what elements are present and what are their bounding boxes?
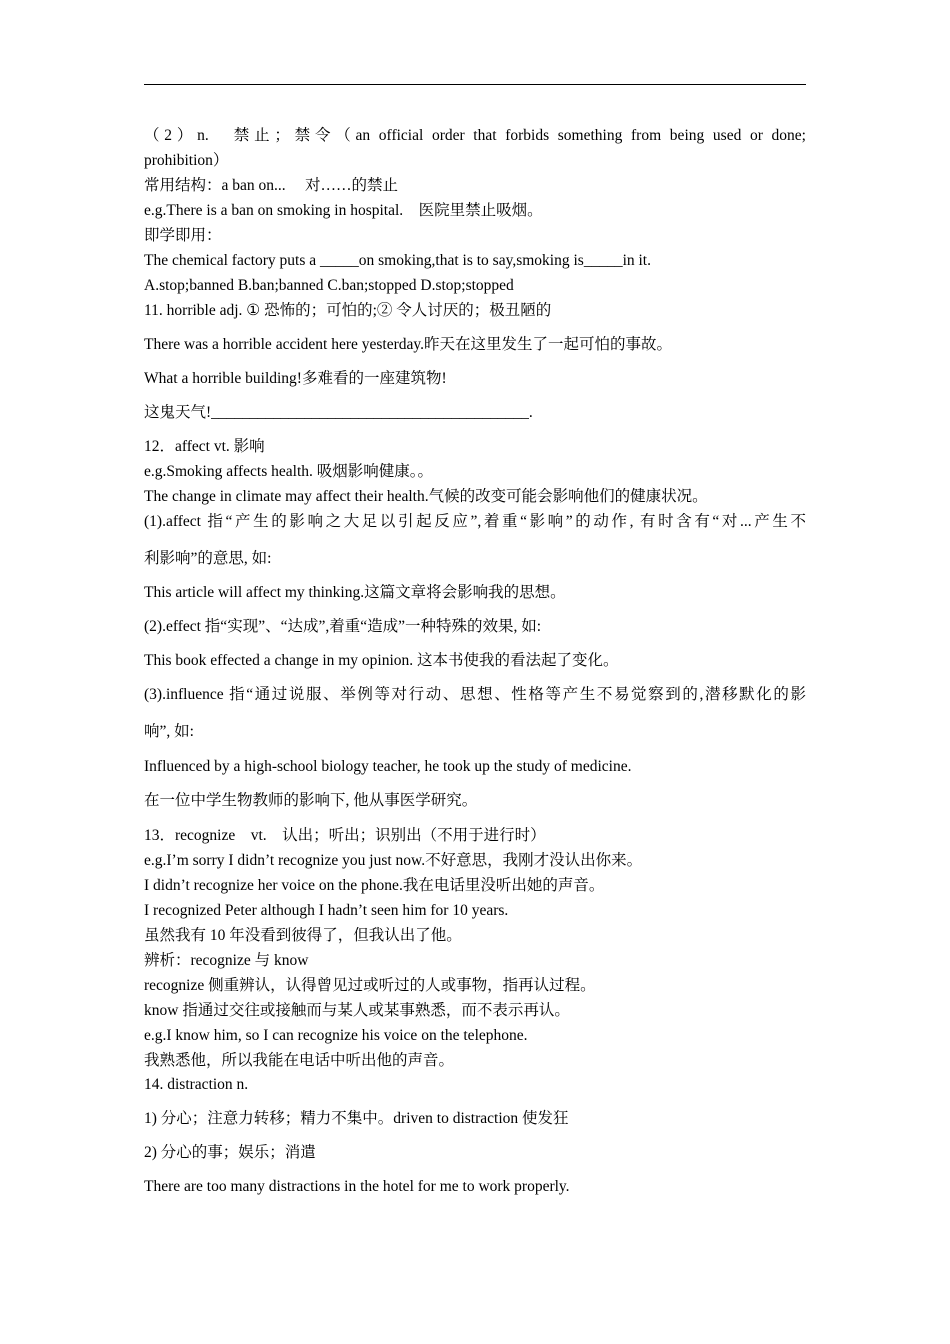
influence-example-translation: 在一位中学生物教师的影响下, 他从事医学研究。 — [144, 792, 478, 809]
ban-noun-definition-cont: prohibition） — [144, 152, 229, 169]
distraction-sense-2: 2) 分心的事；娱乐；消遣 — [144, 1144, 316, 1161]
influence-example: Influenced by a high-school biology teacher, he took up the study of medicine. — [144, 758, 632, 775]
recognize-know-example-translation: 我熟悉他，所以我能在电话中听出他的声音。 — [144, 1052, 455, 1069]
recognize-heading: 13．recognize vt. 认出；听出；识别出（不用于进行时） — [144, 827, 546, 844]
recognize-example-1: e.g.I’m sorry I didn’t recognize you just now.不好意思，我刚才没认出你来。 — [144, 852, 643, 869]
recognize-know-analysis: 辨析：recognize 与 know — [144, 952, 309, 969]
recognize-example-3: I recognized Peter although I hadn’t seen him for 10 years. — [144, 902, 509, 919]
ban-common-structure: 常用结构：a ban on... 对……的禁止 — [144, 177, 399, 194]
effect-note: (2).effect 指“实现”、“达成”,着重“造成”一种特殊的效果, 如: — [144, 618, 542, 635]
horrible-example-1: There was a horrible accident here yesterday.昨天在这里发生了一起可怕的事故。 — [144, 336, 673, 353]
affect-example-1: e.g.Smoking affects health. 吸烟影响健康。。 — [144, 463, 434, 480]
ban-noun-definition: （2）n. 禁止；禁令（an official order that forbids something from being used or done; — [144, 127, 806, 144]
influence-note-cont: 响”, 如: — [144, 723, 194, 740]
practice-options: A.stop;banned B.ban;banned C.ban;stopped D.stop;stopped — [144, 277, 514, 294]
recognize-example-3-translation: 虽然我有 10 年没看到彼得了，但我认出了他。 — [144, 927, 462, 944]
know-explanation: know 指通过交往或接触而与某人或某事熟悉，而不表示再认。 — [144, 1002, 570, 1019]
affect-heading: 12．affect vt. 影响 — [144, 438, 265, 455]
practice-question: The chemical factory puts a _____on smoking,that is to say,smoking is_____in it. — [144, 252, 651, 269]
header-rule — [144, 84, 806, 85]
horrible-example-2: What a horrible building!多难看的一座建筑物! — [144, 370, 447, 387]
practice-heading: 即学即用： — [144, 227, 222, 244]
recognize-explanation: recognize 侧重辨认，认得曾见过或听过的人或事物，指再认过程。 — [144, 977, 596, 994]
affect-note-1-cont: 利影响”的意思, 如: — [144, 550, 272, 567]
effect-example: This book effected a change in my opinion. 这本书使我的看法起了变化。 — [144, 652, 619, 669]
horrible-heading: 11. horrible adj. ① 恐怖的；可怕的;② 令人讨厌的；极丑陋的 — [144, 302, 552, 319]
ban-example: e.g.There is a ban on smoking in hospital. 医院里禁止吸烟。 — [144, 202, 543, 219]
distraction-heading: 14. distraction n. — [144, 1076, 249, 1093]
horrible-exercise: 这鬼天气!_________________________________________. — [144, 404, 533, 421]
affect-note-1: (1).affect 指“产生的影响之大足以引起反应”,着重“影响”的动作, 有时含有“对...产生不 — [144, 513, 806, 530]
recognize-know-example: e.g.I know him, so I can recognize his voice on the telephone. — [144, 1027, 528, 1044]
recognize-example-2: I didn’t recognize her voice on the phone.我在电话里没听出她的声音。 — [144, 877, 605, 894]
influence-note: (3).influence 指“通过说服、举例等对行动、思想、性格等产生不易觉察到的,潜移默化的影 — [144, 686, 806, 703]
distraction-sense-1: 1) 分心；注意力转移；精力不集中。driven to distraction 使发狂 — [144, 1110, 569, 1127]
distraction-example: There are too many distractions in the hotel for me to work properly. — [144, 1178, 570, 1195]
affect-note-1-example: This article will affect my thinking.这篇文章将会影响我的思想。 — [144, 584, 566, 601]
affect-example-2: The change in climate may affect their health.气候的改变可能会影响他们的健康状况。 — [144, 488, 708, 505]
